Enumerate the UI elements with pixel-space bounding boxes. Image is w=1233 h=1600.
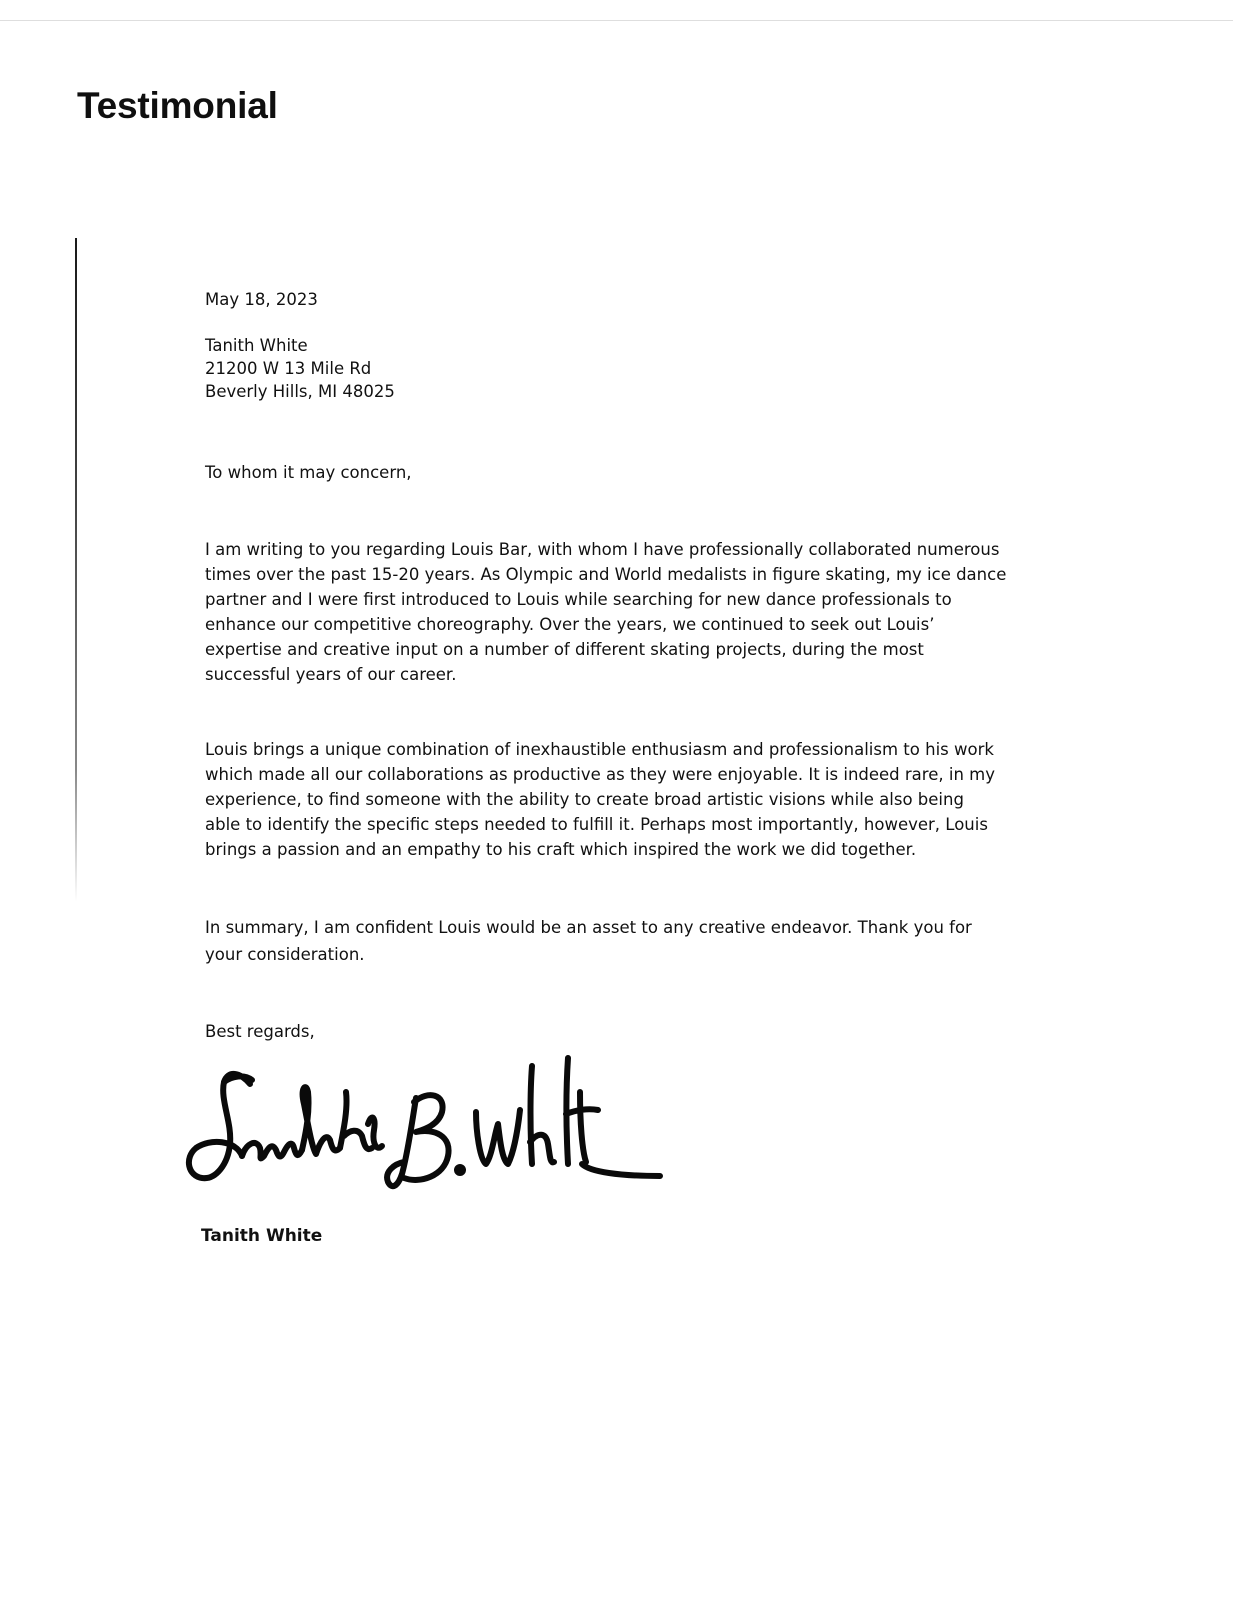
paragraph-line: partner and I were first introduced to Louis while searching for new dance professionals to xyxy=(205,590,952,609)
address-line: Beverly Hills, MI 48025 xyxy=(205,382,395,401)
signer-name: Tanith White xyxy=(201,1226,323,1246)
letter-date: May 18, 2023 xyxy=(205,290,318,309)
address-line: Tanith White xyxy=(205,336,308,355)
paragraph-line: brings a passion and an empathy to his craft which inspired the work we did together. xyxy=(205,840,917,859)
page-title: Testimonial xyxy=(77,85,278,126)
paragraph-line: times over the past 15-20 years. As Olympic and World medalists in figure skating, my ice dance xyxy=(205,565,1007,584)
sender-address xyxy=(205,334,395,403)
paragraph-line: experience, to find someone with the ability to create broad artistic visions while also being xyxy=(205,790,964,809)
body-paragraph-3 xyxy=(205,914,972,968)
body-paragraph-2 xyxy=(205,737,995,862)
paragraph-line: which made all our collaborations as productive as they were enjoyable. It is indeed rare, in my xyxy=(205,765,995,784)
handwritten-signature xyxy=(180,1052,670,1202)
salutation: To whom it may concern, xyxy=(205,463,412,482)
paragraph-line: I am writing to you regarding Louis Bar, with whom I have professionally collaborated numerous xyxy=(205,540,1000,559)
paragraph-line: able to identify the specific steps needed to fulfill it. Perhaps most importantly, however, Louis xyxy=(205,815,988,834)
body-paragraph-1 xyxy=(205,537,1006,687)
address-line: 21200 W 13 Mile Rd xyxy=(205,359,372,378)
paragraph-line: expertise and creative input on a number of different skating projects, during the most xyxy=(205,640,924,659)
paragraph-line: successful years of our career. xyxy=(205,665,457,684)
closing: Best regards, xyxy=(205,1022,315,1041)
paragraph-line: In summary, I am confident Louis would be an asset to any creative endeavor. Thank you for xyxy=(205,918,972,937)
paragraph-line: Louis brings a unique combination of inexhaustible enthusiasm and professionalism to his work xyxy=(205,740,994,759)
paragraph-line: enhance our competitive choreography. Over the years, we continued to seek out Louis’ xyxy=(205,615,935,634)
paragraph-line: your consideration. xyxy=(205,945,365,964)
